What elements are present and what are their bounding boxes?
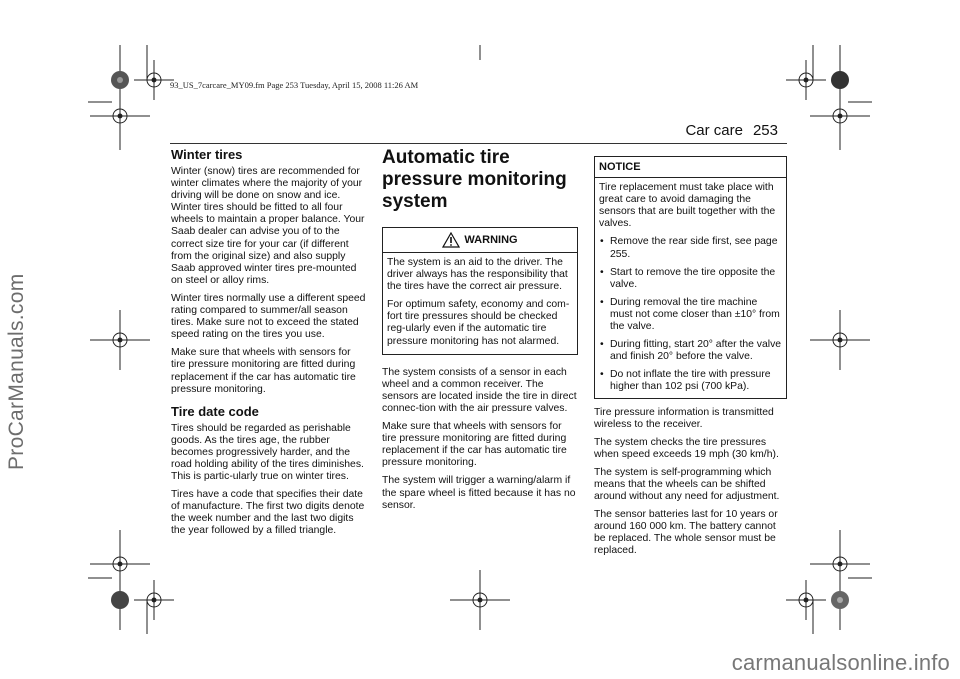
section-title: Car care [685,122,743,139]
side-watermark: ProCarManuals.com [5,273,28,470]
notice-box [594,156,787,399]
paragraph: The system consists of a sensor in each wheel and a common receiver. The sensors are located inside the tire in direct connec-tion with the air pressure valves. [382,366,577,414]
header-rule [170,143,787,144]
warning-text: For optimum safety, economy and com-fort tire pressures should be checked reg-ularly even if the automatic tire pressure monitoring has not alarmed. [387,299,570,347]
section-heading: Automatic tire pressure monitoring system [382,147,567,212]
list-item: • Do not inflate the tire with pressure higher than 102 psi (700 kPa). [599,369,782,393]
warning-triangle-icon [442,232,460,248]
paragraph: The system checks the tire pressures when speed exceeds 19 mph (30 km/h). [594,436,779,460]
heading-tire-date-code: Tire date code [171,403,259,419]
paragraph: Make sure that wheels with sensors for tire pressure monitoring are fitted during replacement if the car has automatic tire pressure monitoring. [171,347,356,395]
paragraph: Make sure that wheels with sensors for tire pressure monitoring are fitted during replacement if the car has automatic tire pressure monitoring. [382,421,567,469]
list-item: • Remove the rear side first, see page 255. [599,236,782,260]
warning-header [383,228,577,253]
column-left [171,147,367,544]
warning-box [382,227,578,355]
column-right [594,156,787,564]
paragraph: Tires have a code that specifies their date of manufacture. The first two digits denote the week number and the last two digits the year followed by a filled triangle. [171,489,365,537]
warning-label: WARNING [464,233,518,246]
paragraph: The sensor batteries last for 10 years or around 160 000 km. The battery cannot be replaced. The whole sensor must be replaced. [594,509,778,557]
paragraph: The system is self-programming which means that the wheels can be shifted around without any need for adjustment. [594,466,780,503]
paragraph: The system will trigger a warning/alarm if the spare wheel is fitted because it has no sensor. [382,475,576,511]
paragraph: Winter (snow) tires are recommended for winter climates where the majority of your driving will be done on snow and ice. Winter tires should be fitted to all four wheels to maintain a proper balance. Your Saab dealer can advise you of to the correct size tire for your car (if different from the original size) and also supply Saab approved winter tires pre-mounted on steel or alloy rims. [171,166,365,286]
warning-body [383,253,577,354]
notice-intro: Tire replacement must take place with great care to avoid damaging the sensors that are built together with the valves. [599,182,776,230]
list-item: • Start to remove the tire opposite the valve. [599,267,782,291]
file-info: 93_US_7carcare_MY09.fm Page 253 Tuesday, April 15, 2008 11:26 AM [170,80,419,90]
page-number: 253 [752,122,778,139]
paragraph: Tire pressure information is transmitted wireless to the receiver. [594,406,774,430]
list-item: • During fitting, start 20° after the valve and finish 20° before the valve. [599,339,782,363]
warning-text: The system is an aid to the driver. The driver always has the responsibility that the tires have the correct air pressure. [387,257,568,293]
page-header [675,122,778,139]
paragraph: Tires should be regarded as perishable goods. As the tires age, the rubber becomes progressively harder, and the road holding ability of the tires diminishes. This is partic-ularly true on winter tires. [171,422,364,483]
list-item: • During removal the tire machine must not come closer than ±10° from the valve. [599,297,782,333]
column-middle [382,147,578,518]
paragraph: Winter tires normally use a different speed rating compared to summer/all season tires. Make sure not to exceed the stated speed rating on the tires you use. [171,292,366,341]
footer-watermark: carmanualsonline.info [731,650,950,675]
notice-body [595,178,786,397]
heading-winter-tires: Winter tires [171,147,243,162]
notice-list [599,236,782,393]
notice-label: NOTICE [595,157,786,178]
